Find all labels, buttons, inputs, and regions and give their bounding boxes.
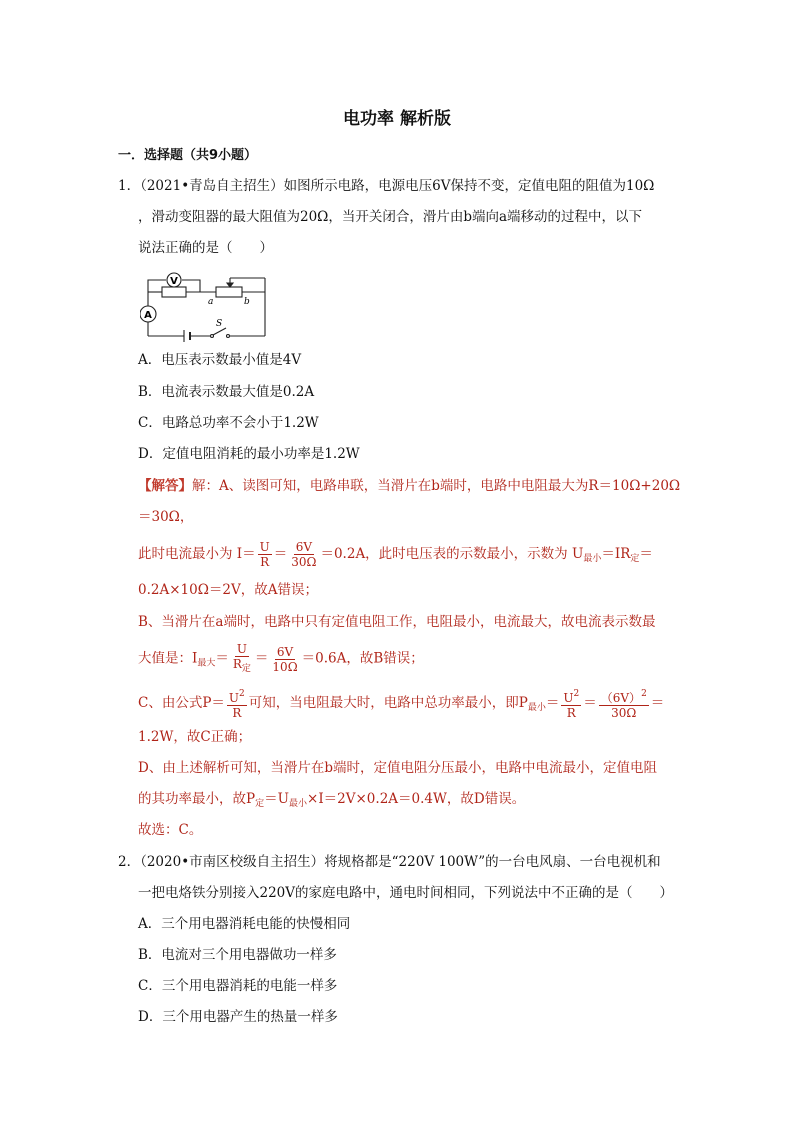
solution-line-c1: C、由公式P＝ $\frac{U^2}{R}$ 可知，当电阻最大时，电路中总功率最小，即$P_{最小}=$ $\frac{U^2}{R}$ ＝ $\frac{(6V)^2}{30\Omega}$ ＝	[138, 689, 665, 720]
solution-line-b1: B、当滑片在a端时，电路中只有定值电阻工作，电阻最小，电流最大，故电流表示数最	[138, 614, 656, 630]
q2-option-a: A．三个用电器消耗电能的快慢相同	[138, 916, 351, 932]
q1-stem-line3: 说法正确的是（ ）	[138, 240, 273, 256]
solution-line-a2: ＝30Ω，	[138, 509, 194, 525]
voltmeter-label: V	[170, 276, 178, 287]
switch-label: S	[216, 319, 223, 329]
terminal-b-label: b	[244, 297, 250, 307]
q1-stem-line1: 1．（2021•青岛自主招生）如图所示电路，电源电压6V保持不变，定值电阻的阻值为10Ω	[118, 178, 655, 194]
solution-line-d1: D、由上述解析可知，当滑片在b端时，定值电阻分压最小，电路中电流最小，定值电阻	[138, 760, 657, 776]
solution-line-a4: 0.2A×10Ω＝2V，故A错误；	[138, 582, 318, 598]
q1-option-a: A．电压表示数最小值是4V	[138, 352, 302, 368]
solution-line-a1: 【解答】解：A、读图可知，电路串联，当滑片在b端时，电路中电阻最大为R＝10Ω+20Ω	[138, 478, 681, 494]
answer-tag: 【解答】	[138, 478, 192, 494]
page-title: 电功率 解析版	[343, 109, 451, 129]
q2-stem-line1: 2．（2020•市南区校级自主招生）将规格都是“220V 100W”的一台电风扇、一台电视机和	[118, 854, 661, 870]
circuit-diagram	[140, 266, 270, 342]
solution-line-b2: 大值是：$I_{最大}=$ $\frac{U}{R_定}$ ＝ $\frac{6V}{10\Omega}$ ＝0.6A，故B错误；	[138, 642, 424, 674]
q2-stem-line2: 一把电烙铁分别接入220V的家庭电路中，通电时间相同，下列说法中不正确的是（ ）	[138, 885, 674, 901]
q1-stem-line2: ，滑动变阻器的最大阻值为20Ω，当开关闭合，滑片由b端向a端移动的过程中，以下	[138, 209, 643, 225]
q1-option-b: B．电流表示数最大值是0.2A	[138, 384, 315, 400]
q1-option-d: D．定值电阻消耗的最小功率是1.2W	[138, 446, 360, 462]
q1-option-c: C．电路总功率不会小于1.2W	[138, 415, 319, 431]
solution-choice: 故选：C。	[138, 822, 203, 838]
ammeter-label: A	[144, 310, 152, 321]
q2-option-d: D．三个用电器产生的热量一样多	[138, 1009, 338, 1025]
solution-line-c2: 1.2W，故C正确；	[138, 729, 252, 745]
solution-line-d2: 的其功率最小，故$P_定=U_{最小}\times I=2V\times 0.2A=0.4W$，故D错误。	[138, 791, 526, 809]
solution-line-a3: 此时电流最小为 I＝ $\frac{U}{R}$ ＝ $\frac{6V}{30\Omega}$ ＝0.2A，此时电压表的示数最小，示数为 $U_{最小}=IR_定=$	[138, 540, 653, 569]
q2-option-c: C．三个用电器消耗的电能一样多	[138, 978, 338, 994]
q2-option-b: B．电流对三个用电器做功一样多	[138, 947, 337, 963]
section-heading: 一．选择题（共9小题）	[118, 148, 258, 163]
terminal-a-label: a	[208, 297, 214, 307]
